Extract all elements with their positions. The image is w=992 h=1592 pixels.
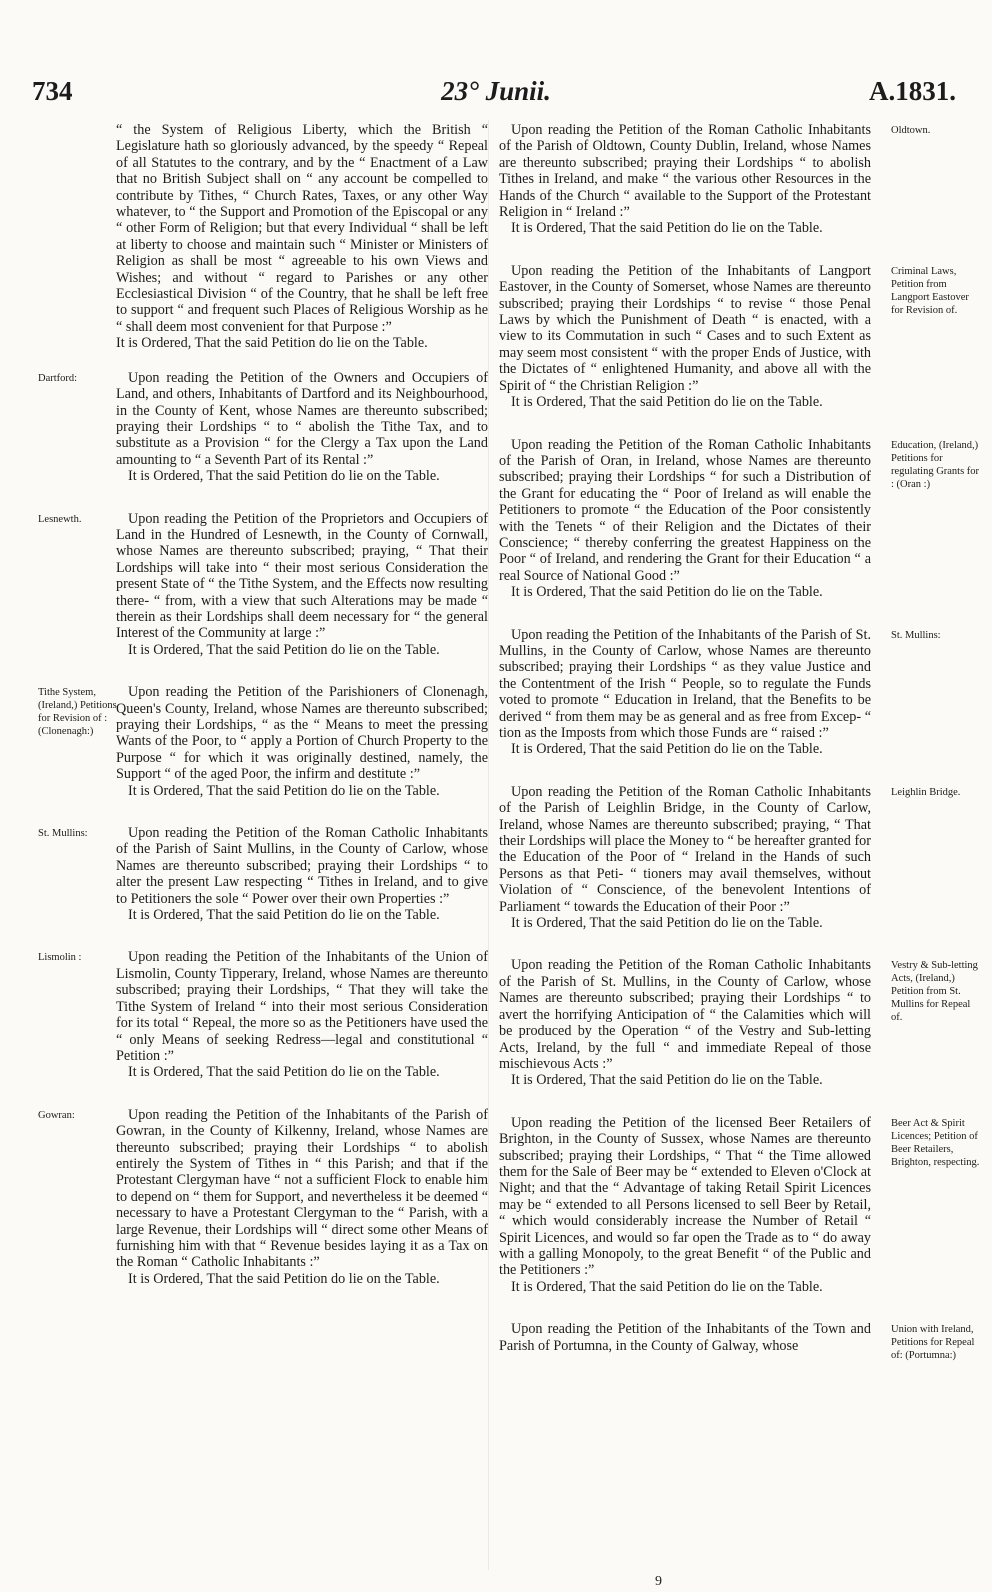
petition-entry [116, 949, 488, 1080]
petition-body: Upon reading the Petition of the Inhabitants of the Parish of St. Mullins, in the County of Carlow, whose Names are thereunto subscribed; praying their Lordships “ as they value Justice and the Contentment of the Irish “ People, so to regulate the Funds voted to promote “ Education in Ireland, that the Benefits to be derived “ from them may be as general and as free from Excep- “ tion as the Imposts from which those Funds are “ raised :” [499, 626, 871, 741]
petition-entry [499, 263, 871, 411]
margin-note: Education, (Ireland,) Petitions for regulating Grants for : (Oran :) [891, 440, 980, 490]
petition-body: Upon reading the Petition of the Owners and Occupiers of Land, and others, Inhabitants of Dartford and its Neighbourhood, in the County of Kent, whose Names are thereunto subscribed; praying their Lordships “ to “ abolish the Tithe Tax, and to substitute as a Provision “ for the Clergy a Tax upon the Land amounting to “ a Seventh Part of its Rental :” [116, 369, 488, 468]
petition-body: Upon reading the Petition of the Inhabitants of the Town and Parish of Portumna, in the County of Galway, whose [499, 1321, 871, 1354]
margin-note: St. Mullins: [38, 828, 88, 839]
petition-body: Upon reading the Petition of the Proprietors and Occupiers of Land in the Hundred of Lesnewth, in the County of Cornwall, whose Names are thereunto subscribed; praying, “ That their Lordships will take into “ their most serious Consideration the present State of “ the Tithe System, and the Effects now resulting there- “ from, with a view that such Alterations may be made “ therein as their Lordships shall deem necessary for “ the general Interest of the Community at large :” [116, 510, 488, 642]
petition-entry [499, 122, 871, 237]
petition-body: Upon reading the Petition of the Roman Catholic Inhabitants of the Parish of Oldtown, County Dublin, Ireland, whose Names are thereunto subscribed; praying their Lordships “ to abolish Tithes in Ireland, and make “ the various other Resources in the Hands of the Church “ available to the Support of the Protestant Religion in “ Ireland :” [499, 122, 871, 221]
margin-note: Oldtown. [891, 125, 931, 136]
margin-note: Tithe System, (Ireland,) Petitions for Revision of : (Clonenagh:) [38, 687, 117, 737]
petition-order: It is Ordered, That the said Petition do lie on the Table. [511, 915, 823, 932]
petition-order: It is Ordered, That the said Petition do lie on the Table. [128, 1064, 440, 1081]
petition-entry [116, 684, 488, 799]
continued-petition-body: “ the System of Religious Liberty, which the British “ Legislature hath so gloriously advanced, by the speedy “ Repeal of all Statutes to the contrary, and by the “ Enactment of a Law that no British Subject shall on “ any account be compelled to contribute by Tithes, “ Church Rates, Taxes, or any other Way whatever, to “ the Support and Promotion of the Episcopal or any “ other Form of Religion; but that every Individual “ shall be left at liberty to choose and maintain such “ Minister or Ministers of Religion as shall be most “ agreeable to his own Views and Wishes; and without “ regard to Parishes or any other Ecclesiastical Division “ of the Country, that he shall be left free to support “ and frequent such Places of Religious Worship as he “ shall deem most convenient for that Purpose :” [116, 122, 488, 335]
petition-entry [116, 825, 488, 923]
petition-order: It is Ordered, That the said Petition do lie on the Table. [128, 641, 440, 658]
page-header [0, 76, 992, 110]
petition-order: It is Ordered, That the said Petition do lie on the Table. [511, 584, 823, 601]
petition-entry [499, 784, 871, 932]
petition-order: It is Ordered, That the said Petition do lie on the Table. [128, 907, 440, 924]
page-year: A.1831. [869, 76, 956, 106]
margin-note: Vestry & Sub-letting Acts, (Ireland,) Petition from St. Mullins for Repeal of. [891, 960, 978, 1023]
margin-note: Leighlin Bridge. [891, 787, 961, 798]
petition-body: Upon reading the Petition of the Roman Catholic Inhabitants of the Parish of Oran, in Ireland, whose Names are thereunto subscribed; praying their Lordships “ for such a Distribution of the Grant for educating the “ Poor of Ireland as will enable the Petitioners to promote “ the Education of the Poor consistently with the Tenets “ of their Religion and the Dictates of their Conscience; “ thereby conferring the greatest Happiness on the Poor “ of Ireland, and rendering the Grant for their Education “ a real Source of National Good :” [499, 436, 871, 584]
petition-body: Upon reading the Petition of the Parishioners of Clonenagh, Queen's County, Ireland, whose Names are thereunto subscribed; praying their Lordships, “ as the “ Means to meet the pressing Wants of the Poor, to “ apply a Portion of Church Property to the Purpose “ for which it was originally destined, namely, the Support “ of the aged Poor, the infirm and destitute :” [116, 684, 488, 783]
petition-entry [116, 511, 488, 659]
petition-body: Upon reading the Petition of the Inhabitants of Langport Eastover, in the County of Somerset, whose Names are thereunto subscribed; praying their Lordships “ to revise “ those Penal Laws by which the Punishment of Death “ is enacted, with a view to its Commutation in such “ Cases and to such Extent as may seem most consistent “ with the proper Ends of Justice, with the Dictates of “ enlightened Humanity, and above all with the Spirit of “ the Christian Religion :” [499, 262, 871, 394]
petition-entry [499, 1115, 871, 1295]
signature-mark: 9 [655, 1574, 662, 1589]
petition-order: It is Ordered, That the said Petition do lie on the Table. [511, 741, 823, 758]
petition-order: It is Ordered, That the said Petition do lie on the Table. [128, 1270, 440, 1287]
petition-order: It is Ordered, That the said Petition do lie on the Table. [511, 220, 823, 237]
margin-note: Gowran: [38, 1110, 75, 1121]
petition-entry [499, 437, 871, 601]
petition-order: It is Ordered, That the said Petition do lie on the Table. [511, 394, 823, 411]
petition-entry [499, 957, 871, 1088]
petition-entry [116, 370, 488, 485]
margin-note: Lesnewth. [38, 514, 82, 525]
margin-note: Union with Ireland, Petitions for Repeal of: (Portumna:) [891, 1324, 975, 1361]
petition-body: Upon reading the Petition of the Inhabitants of the Union of Lismolin, County Tipperary, Ireland, whose Names are thereunto subscribed; praying their Lordships, “ That they will take the Tithe System of Ireland “ into their most serious Consideration for its total “ Repeal, the more so as the Petitioners have used the “ only Means of seeking Redress—legal and constitutional “ Petition :” [116, 949, 488, 1064]
petition-order: It is Ordered, That the said Petition do lie on the Table. [128, 468, 440, 485]
petition-body: Upon reading the Petition of the Inhabitants of the Parish of Gowran, in the County of Kilkenny, Ireland, whose Names are thereunto subscribed; praying their Lordships “ to abolish entirely the System of Tithes in “ this Parish; and that if the Protestant Clergyman have “ not a sufficient Flock to enable him to depend on “ them for Support, and nevertheless it be deemed “ necessary to have a Protestant Clergyman to the “ Parish, with a large Revenue, their Lordships will “ direct some other Means of furnishing him with that “ Revenue besides laying it as a Tax on the Roman “ Catholic Inhabitants :” [116, 1106, 488, 1271]
margin-note: Beer Act & Spirit Licences; Petition of Beer Retailers, Brighton, respecting. [891, 1118, 980, 1168]
petition-body: Upon reading the Petition of the licensed Beer Retailers of Brighton, in the County of Sussex, whose Names are thereunto subscribed; praying their Lordships, “ That “ the Time allowed them for the Sale of Beer may be “ extended to Eleven o'Clock at Night; and that the “ Advantage of taking Retail Spirit Licences may be “ extended to all Persons licensed to sell Beer by Retail, “ which would considerably increase the Number of Retail “ Spirit Licences, and would so far open the Trade as to “ do away with a galling Monopoly, to the great Benefit “ of the Public and the Petitioners :” [499, 1114, 871, 1279]
margin-note: Dartford: [38, 373, 78, 384]
margin-note: St. Mullins: [891, 630, 941, 641]
right-column [499, 122, 871, 1380]
petition-order: It is Ordered, That the said Petition do lie on the Table. [511, 1072, 823, 1089]
column-gutter [488, 120, 489, 1570]
left-column [116, 122, 488, 1313]
margin-note: Criminal Laws, Petition from Langport Eastover for Revision of. [891, 266, 969, 316]
continued-petition-order: It is Ordered, That the said Petition do lie on the Table. [116, 335, 428, 352]
petition-entry [499, 1321, 871, 1354]
petition-entry [499, 627, 871, 758]
petition-order: It is Ordered, That the said Petition do lie on the Table. [511, 1278, 823, 1295]
margin-note: Lismolin : [38, 952, 82, 963]
petition-body: Upon reading the Petition of the Roman Catholic Inhabitants of the Parish of Saint Mullins, in the County of Carlow, whose Names are thereunto subscribed; praying their Lordships “ to alter the present Law respecting “ Tithes in Ireland, and to give to Petitioners the sole “ Power over their own Properties :” [116, 825, 488, 907]
petition-entry [116, 1107, 488, 1287]
petition-order: It is Ordered, That the said Petition do lie on the Table. [128, 782, 440, 799]
petition-body: Upon reading the Petition of the Roman Catholic Inhabitants of the Parish of St. Mullins, in the County of Carlow, whose Names are thereunto subscribed; praying their Lordships “ to avert the horrifying Anticipation of “ the Calamities which will be produced by the Operation “ of the Vestry and Sub-letting Acts, Ireland, by the full “ and immediate Repeal of those mischievous Acts :” [499, 957, 871, 1072]
page-number: 734 [32, 76, 73, 106]
page-date: 23° Junii. [441, 76, 551, 106]
petition-body: Upon reading the Petition of the Roman Catholic Inhabitants of the Parish of Leighlin Bridge, in the County of Carlow, Ireland, whose Names are thereunto subscribed; praying, “ That their Lordships will place the Money to “ be hereafter granted for the Education of the Poor of “ Ireland in the Hands of such Persons as that Peti- “ tioners may avail themselves, without Violation of “ Conscience, of the benevolent Intentions of Parliament “ towards the Education of their Poor :” [499, 783, 871, 915]
continued-petition [116, 122, 488, 352]
